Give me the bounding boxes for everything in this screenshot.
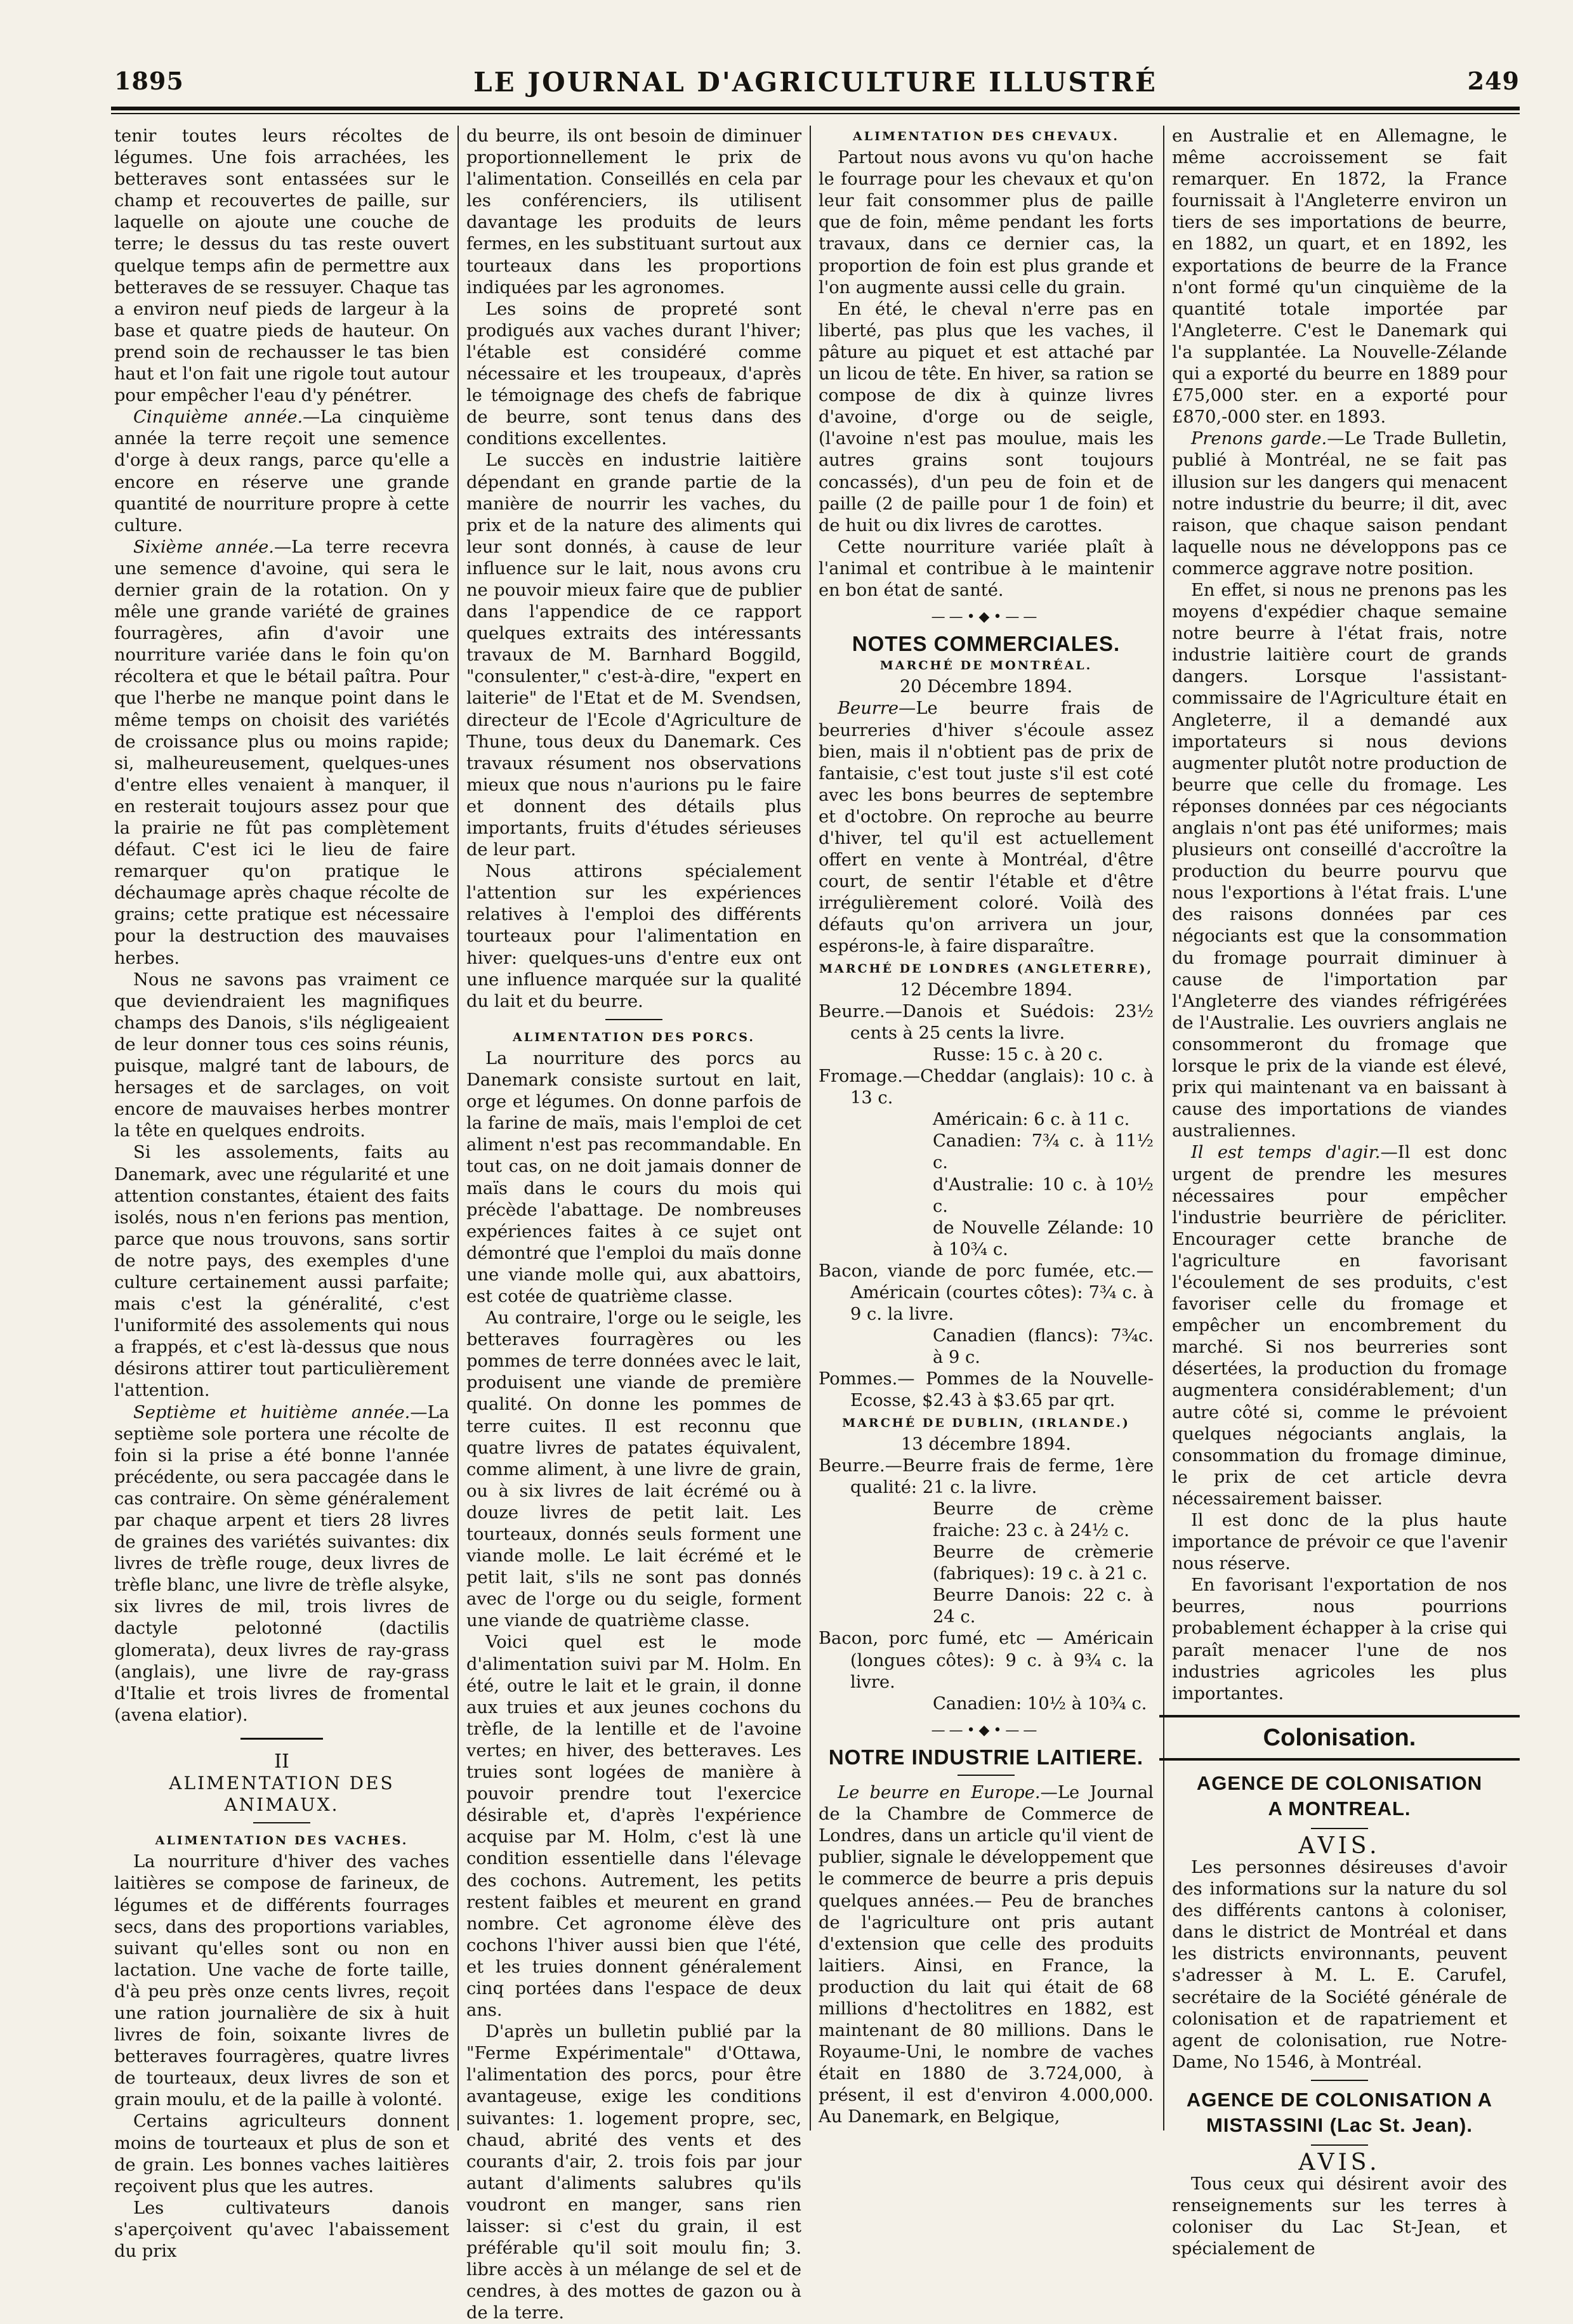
price-line: Canadien: 7¾ c. à 11½ c.	[933, 1131, 1154, 1173]
run-in-title: Il est temps d'agir.	[1191, 1143, 1381, 1163]
price-line: Canadien (flancs): 7¾c. à 9 c.	[933, 1326, 1154, 1368]
market-heading: MARCHÉ DE DUBLIN, (IRLANDE.)	[842, 1415, 1130, 1430]
paragraph-text: —Le Trade Bulletin, publié à Montréal, ne se fait pas illusion sur les dangers qui menacent notre industrie du beurre; il dit, avec raison, que chaque saison pendant laquelle nous ne développons pas ce commerce aggrave notre position.	[1172, 429, 1507, 579]
paragraph-text: —Le Journal de la Chambre de Commerce de Londres, dans un article qu'il vient de publier, signale le développement que le commerce de beurre a pris depuis quelques années.— Peu de branches de l'agriculture ont pris autant d'extension que celle des produits laitiers. Ainsi, en France, la production du lait qui était de 68 millions d'hectolitres en 1882, est maintenant de 80 millions. Dans le Royaume-Uni, le nombre de vaches était en 1880 de 3.724,000, à présent, il est d'environ 4.000,000. Au Danemark, en Belgique,	[819, 1783, 1154, 2127]
column-divider	[457, 126, 459, 2130]
paragraph: Tous ceux qui désirent avoir des renseignements sur les terres à coloniser du Lac St-Jean, et spécialement de	[1172, 2174, 1507, 2259]
market-date: 20 Décembre 1894.	[899, 677, 1073, 697]
price-line: Canadien: 10½ à 10¾ c.	[933, 1693, 1147, 1714]
paragraph: En effet, si nous ne prenons pas les moyens d'expédier chaque semaine notre beurre à l'état frais, notre industrie laitière court de grands dangers. Lorsque l'assistant-commissaire de l'Agriculture était en Angleterre, il a demandé aux importateurs si nous devions augmenter plutôt notre production de beurre que celle du fromage. Les réponses données par ces négociants anglais n'ont pas été uniformes; mais plusieurs ont conseillé d'accroître la production du beurre pourvu que nous l'exportions à l'état frais. L'une des raisons données par ces négociants est que la consommation du fromage pourrait diminuer à cause de l'importation par l'Angleterre des viandes réfrigérées de l'Australie. Les ouvriers anglais ne consommeront du fromage que lorsque le prix de la viande est élevé, prix qui maintenant va en baissant à cause des importations de viandes australiennes.	[1172, 580, 1507, 1141]
run-in-title: Prenons garde.	[1191, 429, 1327, 449]
paragraph: Si les assolements, faits au Danemark, avec une régularité et une attention constantes, étaient des faits isolés, nous n'en ferions pas mention, parce que nous trouvons, sans sortir de notre pays, des exemples d'une culture certainement aussi parfaite; mais c'est la généralité, c'est l'uniformité des assolements qui nous a frappés, et c'est là-dessus que nous désirons attirer tout particulièrement l'attention.	[114, 1143, 449, 1401]
column-4	[1172, 126, 1507, 2259]
price-line: de Nouvelle Zélande: 10 à 10¾ c.	[933, 1218, 1154, 1259]
subsection-heading: ALIMENTATION DES VACHES.	[155, 1834, 409, 1848]
paragraph: tenir toutes leurs récoltes de légumes. Une fois arrachées, les betteraves sont entassées sur le champ et recouvertes de paille, sur laquelle on ajoute une couche de terre; le dessus du tas reste ouvert quelque temps afin de permettre aux betteraves de se ressuyer. Chaque tas a environ neuf pieds de largeur à la base et quatre pieds de hauteur. On prend soin de rechausser le tas bien haut et l'on fait une rigole tout autour pour empêcher l'eau d'y pénétrer.	[114, 126, 449, 406]
header-rule-thick	[111, 107, 1520, 110]
market-date: 13 décembre 1894.	[901, 1434, 1071, 1454]
price-line: Russe: 15 c. à 20 c.	[933, 1044, 1103, 1065]
agency-heading: MISTASSINI (Lac St. Jean).	[1206, 2113, 1473, 2136]
paragraph: En été, le cheval n'erre pas en liberté, pas plus que les vaches, il pâture au piquet et est attaché par un licou de tête. En hiver, sa ration se compose de dix à quinze livres d'avoine, d'orge ou de seigle, (l'avoine n'est pas moulue, mais les autres grains sont toujours concassés), d'un peu de foin et de paille (2 de paille pour 1 de foin) et de huit ou dix livres de carottes.	[819, 299, 1154, 535]
header-rule-thin	[111, 113, 1520, 114]
price-line: Américain: 6 c. à 11 c.	[933, 1110, 1130, 1130]
journal-title: LE JOURNAL D'AGRICULTURE ILLUSTRÉ	[473, 67, 1157, 98]
price-line: Bacon, viande de porc fumée, etc.— Américain (courtes côtes): 7¾ c. à 9 c. la livre.	[819, 1261, 1154, 1325]
paragraph	[114, 537, 449, 969]
column-divider	[810, 126, 811, 2130]
short-rule	[1311, 2080, 1368, 2081]
short-rule	[253, 1822, 310, 1823]
page-header	[111, 67, 1520, 105]
paragraph: D'après un bulletin publié par la "Ferme Expérimentale" d'Ottawa, l'alimentation des porcs, pour être avantageuse, exige les conditions suivantes: 1. logement propre, sec, chaud, abrité des vents et des courants d'air, 2. trois fois par jour autant d'aliments salubres qu'ils voudront en manger, sans rien laisser: si c'est du grain, il est préférable qu'il soit moulu fin; 3. libre accès à un mélange de sel et de cendres, à des mottes de gazon ou à de la terre.	[466, 2022, 801, 2323]
paragraph-text: —La cinquième année la terre reçoit une semence d'orge à deux rangs, parce qu'elle a encore en réserve une grande quantité de nourriture propre à cette culture.	[114, 407, 449, 535]
subsection-heading: ALIMENTATION DES PORCS.	[513, 1030, 755, 1044]
agency-heading: A MONTREAL.	[1268, 1797, 1411, 1820]
colonisation-banner	[1159, 1715, 1520, 1761]
price-line: Beurre.—Beurre frais de ferme, 1ère qualité: 21 c. la livre.	[819, 1455, 1154, 1497]
page-number: 249	[1467, 67, 1520, 95]
section-heading: NOTRE INDUSTRIE LAITIERE.	[828, 1745, 1144, 1769]
section-rule	[240, 1738, 323, 1740]
market-heading: MARCHÉ DE MONTRÉAL.	[879, 659, 1093, 673]
paragraph	[1172, 1142, 1507, 1510]
price-line: Pommes.— Pommes de la Nouvelle-Ecosse, $2.43 à $3.65 par qrt.	[819, 1369, 1154, 1411]
paragraph: Au contraire, l'orge ou le seigle, les betteraves fourragères ou les pommes de terre données avec le lait, produisent une viande de première qualité. On donne les pommes de terre cuites. Il est reconnu que quatre livres de patates équivalent, comme aliment, à une livre de grain, ou à six livres de lait écrémé ou à douze livres de petit lait. Les tourteaux, donnés seuls forment une viande molle. Le lait écrémé et le petit lait, s'ils ne sont pas donnés avec de l'orge ou du seigle, forment une viande de quatrième classe.	[466, 1308, 801, 1631]
paragraph: Les cultivateurs danois s'aperçoivent qu'avec l'abaissement du prix	[114, 2198, 449, 2261]
price-line: Beurre Danois: 22 c. à 24 c.	[933, 1585, 1154, 1627]
price-line: d'Australie: 10 c. à 10½ c.	[933, 1174, 1154, 1216]
paragraph	[819, 698, 1154, 957]
notice-heading: AVIS.	[1298, 1832, 1381, 1859]
paragraph-text: —La septième sole portera une récolte de foin si la prise a été bonne l'année précédente, ou sera paccagée dans le cas contraire. On sème généralement par chaque arpent et tiers 28 livres de graines des variétés suivantes: dix livres de trèfle rouge, deux livres de trèfle blanc, une livre de trèfle alsyke, six livres de mil, trois livres de dactyle pelotonné (dactilis glomerata), deux livres de ray-grass (anglais), une livre de ray-grass d'Italie et trois livres de fromental (avena elatior).	[114, 1402, 449, 1725]
paragraph: Il est donc de la plus haute importance de prévoir ce que l'avenir nous réserve.	[1172, 1511, 1507, 1574]
paragraph: La nourriture des porcs au Danemark consiste surtout en lait, orge et légumes. On donne parfois de la farine de maïs, mais l'emploi de cet aliment n'est pas recommandable. En tout cas, on ne doit jamais donner de maïs dans le cours du mois qui précède l'abattage. De nombreuses expériences faites à ce sujet ont démontré que l'emploi du maïs donne une viande molle qui, aux abattoirs, est cotée de quatrième classe.	[466, 1048, 801, 1306]
paragraph	[819, 1782, 1154, 2129]
paragraph: En favorisant l'exportation de nos beurres, nous pourrions probablement échapper à la crise qui paraît menacer l'une de nos industries agricoles les plus importantes.	[1172, 1575, 1507, 1704]
paragraph: Certains agriculteurs donnent moins de tourteaux et plus de son et de grain. Les bonnes vaches laitières reçoivent plus que les autres.	[114, 2111, 449, 2196]
paragraph: Voici quel est le mode d'alimentation suivi par M. Holm. En été, outre le lait et le grain, il donne aux truies et aux jeunes cochons du trèfle, de la lentille et de l'avoine vertes; en hiver, des betteraves. Les truies sont logées de manière à pouvoir prendre tout l'exercice désirable et, d'après l'expérience acquise par M. Holm, c'est là une condition essentielle dans l'élevage des cochons. Autrement, les petits restent faibles et meurent en grand nombre. Cet agronome élève des cochons l'hiver aussi bien que l'été, et les truies donnent généralement cinq portées dans l'espace de deux ans.	[466, 1632, 801, 2021]
section-heading: Colonisation.	[1263, 1724, 1416, 1751]
paragraph	[114, 407, 449, 537]
paragraph: Nous ne savons pas vraiment ce que deviendraient les magnifiques champs des Danois, s'ils négligeaient de leur donner tous ces soins réunis, puisque, malgré tant de labours, de hersages et de sarclages, on voit encore de mauvaises herbes montrer la tête en quelques endroits.	[114, 969, 449, 1141]
paragraph: Nous attirons spécialement l'attention sur les expériences relatives à l'emploi des différents tourteaux pour l'alimentation en hiver: quelques-uns d'entre eux ont une influence marquée sur la qualité du lait et du beurre.	[466, 862, 801, 1011]
paragraph: La nourriture d'hiver des vaches laitières se compose de farineux, de légumes et de différents fourrages secs, dans des proportions variables, suivant qu'elles sont ou non en lactation. Une vache de forte taille, d'à peu près onze cents livres, reçoit une ration journalière de six à huit livres de foin, soixante livres de betteraves fourragères, quatre livres de tourteaux, deux livres de son et grain moulu, et de la paille à volonté.	[114, 1852, 449, 2110]
run-in-title: Cinquième année.	[133, 407, 303, 428]
column-divider	[1163, 126, 1164, 2130]
paragraph: Les soins de propreté sont prodigués aux vaches durant l'hiver; l'étable est considéré comme nécessaire et les troupeaux, d'après le témoignage des chefs de fabrique de beurre, sont tenus dans des conditions excellentes.	[466, 299, 801, 449]
run-in-title: Le beurre en Europe.	[838, 1783, 1041, 1803]
ornament-divider: ——•◆•——	[931, 1722, 1041, 1738]
price-line: Fromage.—Cheddar (anglais): 10 c. à 13 c.	[819, 1067, 1154, 1108]
paragraph: Les personnes désireuses d'avoir des informations sur la nature du sol des différents cantons à coloniser, dans le district de Montréal et dans les districts environnants, peuvent s'adresser à M. L. E. Carufel, secrétaire de la Société générale de colonisation et de rapatriement et agent de colonisation, rue Notre-Dame, No 1546, à Montréal.	[1172, 1857, 1507, 2072]
header-year: 1895	[114, 67, 184, 95]
price-line: Beurre de crèmerie (fabriques): 19 c. à 21 c.	[933, 1542, 1154, 1584]
run-in-title: Sixième année.	[133, 537, 274, 557]
short-rule	[958, 1775, 1015, 1776]
run-in-title: Beurre	[838, 699, 899, 719]
paragraph	[1172, 428, 1507, 580]
paragraph: Partout nous avons vu qu'on hache le fourrage pour les chevaux et qu'on leur fait consommer plus de paille que de foin, même pendant les forts travaux, dans ce dernier cas, la proportion de foin est plus grande et l'on augmente aussi celle du grain.	[819, 148, 1154, 298]
column-2	[466, 126, 801, 2323]
short-rule	[1311, 2144, 1368, 2146]
paragraph: Le succès en industrie laitière dépendant en grande partie de la manière de nourrir les vaches, du prix et de la nature des aliments qui leur sont donnés, à cause de leur influence sur le lait, nous avons cru ne pouvoir mieux faire que de publier dans l'appendice de ce rapport quelques extraits des intéressants travaux de M. Barnhard Boggild, "consulenter," c'est-à-dire, "expert en laiterie" de l'Etat et de M. Svendsen, directeur de l'Ecole d'Agriculture de Thune, tous deux du Danemark. Ces travaux résument nos observations mieux que nous n'aurions pu le faire et donnent des détails plus importants, fruits d'études sérieuses de leur part.	[466, 450, 801, 860]
short-rule	[1311, 1828, 1368, 1829]
ornament-divider: ——•◆•——	[931, 609, 1041, 626]
paragraph: en Australie et en Allemagne, le même accroissement se fait remarquer. En 1872, la France fournissait à l'Angleterre environ un tiers de ses importations de beurre, en 1882, un quart, et en 1892, les exportations de beurre de la France n'ont formé qu'un cinquième de la quantité totale importée par l'Angleterre. C'est le Danemark qui l'a supplantée. La Nouvelle-Zélande qui a exporté du beurre en 1889 pour £75,000 ster. en a exporté pour £870,-000 ster. en 1893.	[1172, 126, 1507, 428]
price-line: Beurre de crème fraiche: 23 c. à 24½ c.	[933, 1499, 1154, 1540]
column-1	[114, 126, 449, 2261]
section-heading: NOTES COMMERCIALES.	[852, 632, 1121, 656]
market-date: 12 Décembre 1894.	[899, 980, 1073, 1000]
paragraph	[114, 1402, 449, 1726]
market-heading: MARCHÉ DE LONDRES (ANGLETERRE),	[819, 961, 1154, 976]
paragraph-text: —Le beurre frais de beurreries d'hiver s'écoule assez bien, mais il n'obtient pas de prix de fantaisie, c'est tout juste s'il est coté avec les bons beurres de septembre et d'octobre. On reproche au beurre d'hiver, tel qu'il est actuellement offert en vente à Montréal, d'être court, de sentir l'étable et d'être irrégulièrement coloré. Voilà des défauts qu'on arrivera un jour, espérons-le, à faire disparaître.	[819, 699, 1154, 957]
paragraph-text: —La terre recevra une semence d'avoine, qui sera le dernier grain de la rotation. On y mêle une grande variété de graines fourragères, afin d'avoir une nourriture variée dans le foin qu'on récoltera et que le bétail paîtra. Pour que l'herbe ne manque point dans le même temps on choisit des variétés de croissance plus ou moins rapide; si, malheureusement, quelques-unes d'entre elles venaient à manquer, il en resterait toujours assez pour que la prairie ne fût pas complètement défaut. C'est ici le lieu de faire remarquer qu'on pratique le déchaumage après chaque récolte de grains; cette pratique est nécessaire pour la destruction des mauvaises herbes.	[114, 537, 449, 968]
agency-heading: AGENCE DE COLONISATION	[1196, 1771, 1483, 1794]
subsection-heading: ALIMENTATION DES CHEVAUX.	[852, 129, 1119, 143]
section-number: II	[274, 1750, 289, 1773]
paragraph-text: —Il est donc urgent de prendre les mesures nécessaires pour empêcher l'industrie beurrière de péricliter. Encourager cette branche de l'agriculture en favorisant l'écoulement de ses produits, c'est favoriser celle du fromage et empêcher un encombrement du marché. Si nos beurreries sont désertées, la production du fromage augmentera considérablement; d'un autre côté si, comme le prévoient quelques négociants anglais, la consommation du fromage diminue, le prix de cet article devra nécessairement baisser.	[1172, 1143, 1507, 1509]
agency-heading: AGENCE DE COLONISATION A	[1186, 2088, 1493, 2111]
section-heading: ALIMENTATION DES ANIMAUX.	[169, 1773, 395, 1816]
price-line: Bacon, porc fumé, etc — Américain (longues côtes): 9 c. à 9¾ c. la livre.	[819, 1629, 1154, 1692]
run-in-title: Septième et huitième année.	[133, 1402, 411, 1422]
price-line: Beurre.—Danois et Suédois: 23½ cents à 25 cents la livre.	[819, 1001, 1154, 1043]
paragraph: du beurre, ils ont besoin de diminuer proportionnellement le prix de l'alimentation. Conseillés en cela par les conférenciers, ils utilisent davantage les produits de leurs fermes, en les substituant surtout aux tourteaux dans les proportions indiquées par les agronomes.	[466, 126, 801, 298]
column-3	[819, 126, 1154, 2130]
short-rule	[605, 1019, 662, 1020]
paragraph: Cette nourriture variée plaît à l'animal et contribue à le maintenir en bon état de santé.	[819, 537, 1154, 600]
notice-heading: AVIS.	[1298, 2149, 1381, 2176]
